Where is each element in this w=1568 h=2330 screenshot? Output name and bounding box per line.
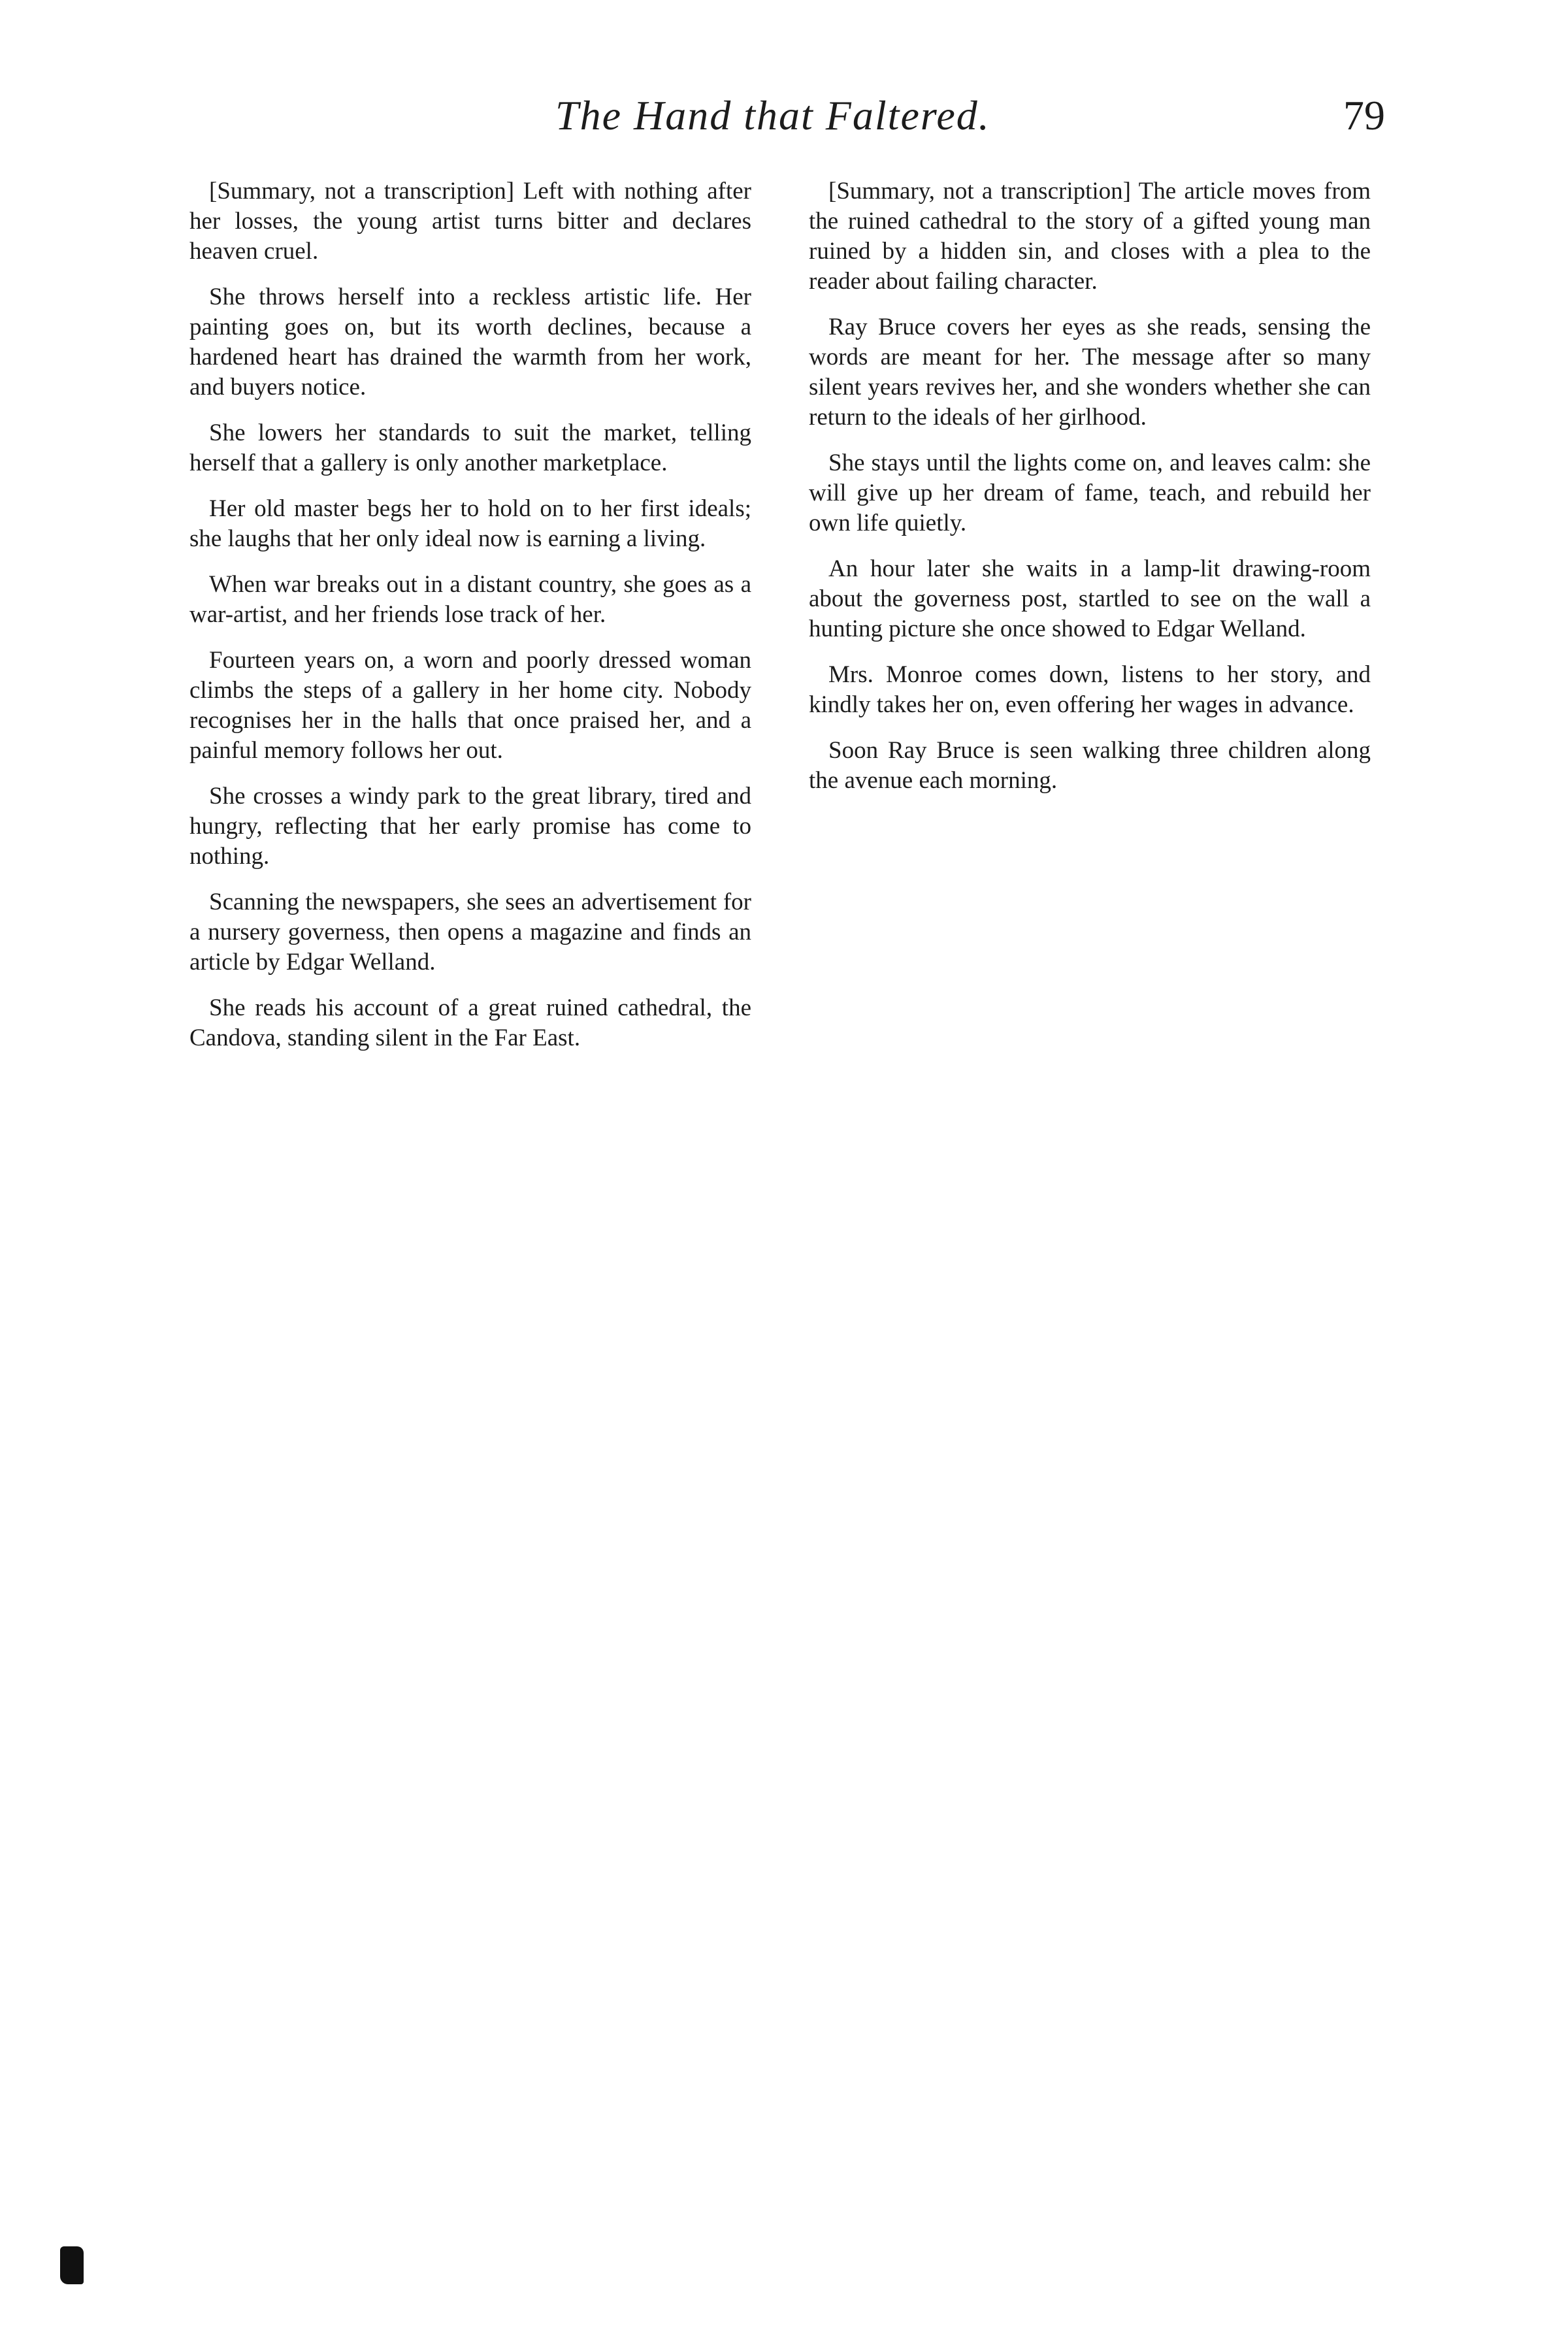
right-column [809, 176, 1371, 812]
paragraph: Her old master begs her to hold on to her first ideals; she laughs that her only ideal now is earning a living. [189, 495, 751, 552]
paragraph: Soon Ray Bruce is seen walking three children along the avenue each morning. [809, 737, 1371, 794]
paragraph: An hour later she waits in a lamp-lit drawing-room about the governess post, startled to see on the wall a hunting picture she once showed to Edgar Welland. [809, 555, 1371, 642]
paragraph: Fourteen years on, a worn and poorly dressed woman climbs the steps of a gallery in her home city. Nobody recognises her in the halls that once praised her, and a painful memory follows her out. [189, 647, 751, 764]
paragraph: She stays until the lights come on, and leaves calm: she will give up her dream of fame, teach, and rebuild her own life quietly. [809, 450, 1371, 536]
paragraph: [Summary, not a transcription] Left with nothing after her losses, the young artist turns bitter and declares heaven cruel. [189, 178, 751, 265]
paragraph: She crosses a windy park to the great library, tired and hungry, reflecting that her early promise has come to nothing. [189, 783, 751, 870]
paragraph: When war breaks out in a distant country, she goes as a war-artist, and her friends lose track of her. [189, 571, 751, 628]
paragraph: She reads his account of a great ruined cathedral, the Candova, standing silent in the Far East. [189, 994, 751, 1051]
paragraph: She throws herself into a reckless artistic life. Her painting goes on, but its worth declines, because a hardened heart has drained the warmth from her work, and buyers notice. [189, 284, 751, 401]
ink-blot-mark [60, 2246, 84, 2284]
left-column [189, 176, 751, 1069]
page-number: 79 [1343, 92, 1385, 139]
page-header [189, 91, 1385, 157]
paragraph: [Summary, not a transcription] The article moves from the ruined cathedral to the story of a gifted young man ruined by a hidden sin, and closes with a plea to the reader about failing character. [809, 178, 1371, 295]
running-title: The Hand that Faltered. [555, 92, 990, 139]
paragraph: She lowers her standards to suit the market, telling herself that a gallery is only another marketplace. [189, 419, 751, 476]
paragraph: Mrs. Monroe comes down, listens to her story, and kindly takes her on, even offering her wages in advance. [809, 661, 1371, 718]
paragraph: Ray Bruce covers her eyes as she reads, sensing the words are meant for her. The message after so many silent years revives her, and she wonders whether she can return to the ideals of her girlhood. [809, 314, 1371, 431]
paragraph: Scanning the newspapers, she sees an advertisement for a nursery governess, then opens a magazine and finds an article by Edgar Welland. [189, 889, 751, 976]
